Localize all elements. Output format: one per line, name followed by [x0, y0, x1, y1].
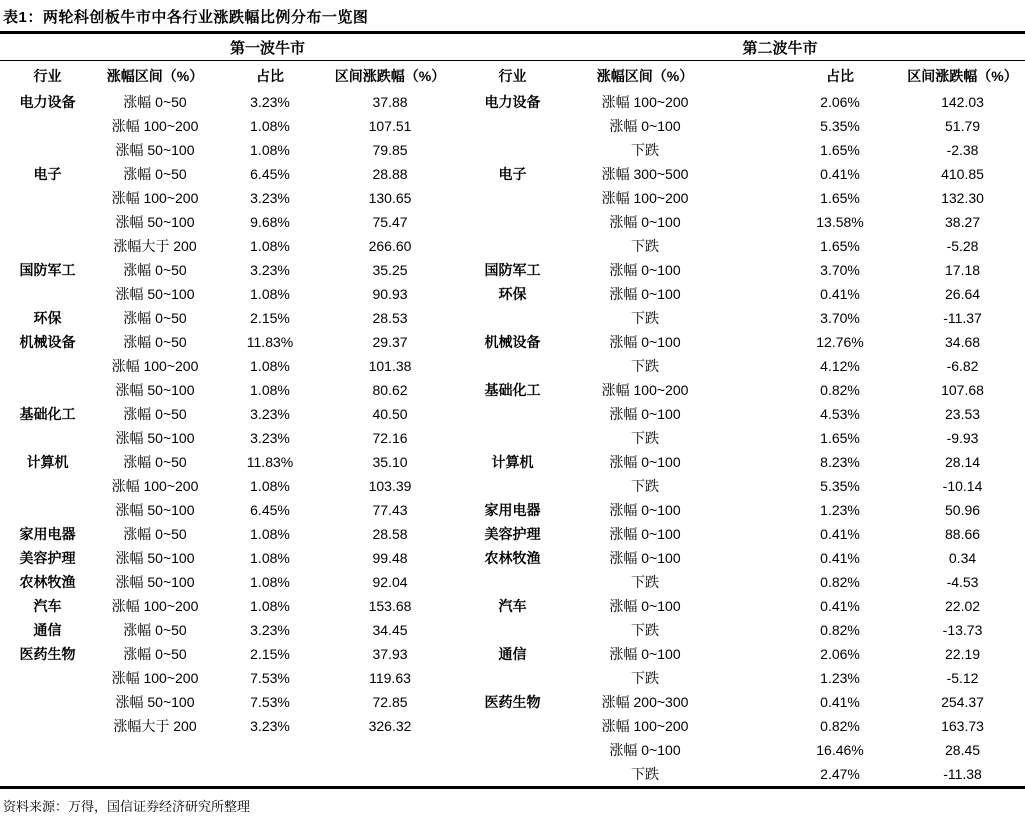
table-cell: 0.41% [820, 526, 860, 542]
table-cell: 1.23% [820, 670, 860, 686]
table-row [0, 546, 1025, 570]
table-cell [0, 426, 95, 450]
table-cell: 下跌 [631, 310, 660, 326]
table-cell: 0.41% [820, 166, 860, 182]
table-row [0, 402, 1025, 426]
table-cell: 涨幅 0~100 [609, 550, 681, 566]
table-title: 表1：两轮科创板牛市中各行业涨跌幅比例分布一览图 [3, 9, 369, 26]
table-cell [0, 474, 95, 498]
table-cell [0, 138, 95, 162]
table-cell: 下跌 [631, 358, 660, 374]
table-cell: 电力设备 [19, 94, 76, 110]
table-cell: 0.82% [820, 574, 860, 590]
table-cell [0, 210, 95, 234]
table-row [0, 258, 1025, 282]
table-cell: 下跌 [631, 766, 660, 782]
table-cell [0, 738, 95, 762]
table-row [0, 186, 1025, 210]
table-row [0, 618, 1025, 642]
table-cell: 26.64 [945, 286, 981, 302]
col-header-range-right: 涨幅区间（%） [596, 67, 694, 84]
col-header-proportion-left: 占比 [256, 67, 284, 84]
table-row [0, 594, 1025, 618]
table-cell [455, 426, 570, 450]
table-cell: -13.73 [942, 622, 983, 638]
table-row [0, 690, 1025, 714]
table-cell: 1.08% [250, 286, 290, 302]
table-cell: 88.66 [945, 526, 981, 542]
table-body [0, 90, 1025, 786]
table-cell: 家用电器 [19, 526, 76, 542]
table-cell: 涨幅大于 200 [113, 238, 197, 254]
table-cell: -2.38 [946, 142, 979, 158]
table-cell: 涨幅 50~100 [115, 382, 195, 398]
col-header-industry-right: 行业 [498, 67, 527, 84]
table-cell: 1.08% [250, 574, 290, 590]
table-cell: 3.23% [250, 94, 290, 110]
table-cell: 涨幅 50~100 [115, 286, 195, 302]
table-cell: 涨幅 100~200 [111, 478, 199, 494]
table-cell: 国防军工 [19, 262, 76, 278]
table-cell: 涨幅 0~100 [609, 454, 681, 470]
col-header-range-left: 涨幅区间（%） [106, 67, 204, 84]
table-cell: 92.04 [372, 574, 408, 590]
table-cell: 涨幅 0~50 [123, 94, 187, 110]
table-row [0, 90, 1025, 114]
table-cell [0, 666, 95, 690]
table-cell: 涨幅 0~50 [123, 262, 187, 278]
table-cell: 涨幅 0~100 [609, 742, 681, 758]
table-cell: 机械设备 [19, 334, 76, 350]
table-cell: -6.82 [946, 358, 979, 374]
table-cell: 23.53 [945, 406, 981, 422]
table-cell: 142.03 [941, 94, 984, 110]
table-cell [215, 762, 325, 786]
table-cell: 0.82% [820, 382, 860, 398]
table-cell: 2.15% [250, 646, 290, 662]
table-cell: 基础化工 [19, 406, 76, 422]
table-cell: 涨幅 50~100 [115, 142, 195, 158]
table-cell: -5.28 [946, 238, 979, 254]
table-cell: 1.08% [250, 238, 290, 254]
table-cell: 1.08% [250, 142, 290, 158]
table-cell: 28.88 [372, 166, 408, 182]
table-cell: 40.50 [372, 406, 408, 422]
source-note: 资料来源：万得，国信证券经济研究所整理 [3, 799, 251, 814]
table-cell [455, 762, 570, 786]
table-cell: 电子 [33, 166, 62, 182]
table-cell: 涨幅 50~100 [115, 430, 195, 446]
table-cell: 涨幅 100~200 [111, 118, 199, 134]
table-cell: 环保 [498, 286, 527, 302]
table-cell: 1.65% [820, 430, 860, 446]
table-row [0, 666, 1025, 690]
table-cell: 90.93 [372, 286, 408, 302]
table-cell: 下跌 [631, 670, 660, 686]
table-cell [455, 354, 570, 378]
table-cell [325, 762, 455, 786]
table-cell: 28.45 [945, 742, 981, 758]
table-cell [0, 378, 95, 402]
table-cell: 汽车 [498, 598, 527, 614]
table-cell: 涨幅 0~50 [123, 526, 187, 542]
table-cell: 通信 [498, 646, 527, 662]
table-cell: 涨幅 100~200 [111, 598, 199, 614]
table-cell: 5.35% [820, 478, 860, 494]
table-cell: -11.37 [943, 310, 982, 326]
table-cell: 涨幅 100~200 [111, 670, 199, 686]
table-cell: 涨幅 200~300 [601, 694, 689, 710]
table-row [0, 330, 1025, 354]
table-cell: 涨幅 0~50 [123, 646, 187, 662]
table-cell: 电子 [498, 166, 527, 182]
table-cell: 涨幅 0~50 [123, 334, 187, 350]
table-cell [455, 114, 570, 138]
table-cell: 3.70% [820, 262, 860, 278]
table-cell: 50.96 [945, 502, 981, 518]
table-cell: 51.79 [945, 118, 981, 134]
table-cell [455, 666, 570, 690]
table-cell [455, 402, 570, 426]
table-cell: 3.23% [250, 262, 290, 278]
table-cell [215, 738, 325, 762]
table-cell: 11.83% [246, 454, 294, 470]
table-cell: 130.65 [368, 190, 412, 206]
table-cell: 1.08% [250, 382, 290, 398]
group-header-first-wave: 第一波牛市 [0, 34, 455, 61]
table-row [0, 762, 1025, 786]
table-cell: 8.23% [820, 454, 860, 470]
col-header-proportion-right: 占比 [826, 67, 855, 84]
table-row [0, 378, 1025, 402]
table-cell: 涨幅 100~200 [601, 718, 689, 734]
table-cell: 农林牧渔 [19, 574, 76, 590]
table-cell: 28.58 [372, 526, 408, 542]
table-cell: 家用电器 [484, 502, 541, 518]
table-cell: 涨幅 0~100 [609, 334, 681, 350]
table-cell: 涨幅 100~200 [601, 382, 689, 398]
table-cell: 涨幅 0~100 [609, 526, 681, 542]
table-cell: 涨幅 0~100 [609, 286, 681, 302]
column-header-row [0, 61, 1025, 91]
table-cell: 涨幅 50~100 [115, 502, 195, 518]
table-cell: 涨幅 100~200 [601, 190, 689, 206]
table-cell: 11.83% [246, 334, 294, 350]
table-cell: 涨幅 100~200 [111, 190, 199, 206]
table-row [0, 570, 1025, 594]
table-cell: 汽车 [33, 598, 62, 614]
table-cell [0, 234, 95, 258]
table-cell: 5.35% [820, 118, 860, 134]
table-cell: 7.53% [250, 694, 290, 710]
table-cell: 1.08% [250, 358, 290, 374]
table-cell: 35.25 [372, 262, 408, 278]
table-cell [455, 138, 570, 162]
table-cell [325, 738, 455, 762]
table-cell [455, 738, 570, 762]
table-cell [455, 474, 570, 498]
table-cell [455, 618, 570, 642]
col-header-change-left: 区间涨跌幅（%） [334, 67, 446, 84]
table-cell: -10.14 [942, 478, 983, 494]
table-cell [0, 690, 95, 714]
table-cell: 1.08% [250, 550, 290, 566]
table-cell: 2.06% [820, 94, 860, 110]
table-cell: 80.62 [372, 382, 408, 398]
table-cell: 涨幅 50~100 [115, 574, 195, 590]
table-cell: 9.68% [250, 214, 290, 230]
table-cell [0, 186, 95, 210]
table-cell: 下跌 [631, 142, 660, 158]
table-cell: 1.08% [250, 118, 290, 134]
table-cell: 79.85 [372, 142, 408, 158]
table-cell: 99.48 [372, 550, 408, 566]
table-cell: 17.18 [945, 262, 981, 278]
table-cell: 下跌 [631, 574, 660, 590]
table-cell [95, 762, 215, 786]
table-cell: 3.23% [250, 430, 290, 446]
table-cell: 下跌 [631, 430, 660, 446]
table-row [0, 474, 1025, 498]
table-cell: 涨幅 100~200 [111, 358, 199, 374]
table-cell: 153.68 [368, 598, 412, 614]
table-cell: 医药生物 [19, 646, 76, 662]
table-cell [0, 762, 95, 786]
table-cell: 3.23% [250, 406, 290, 422]
industry-change-table [0, 34, 1025, 786]
table-cell: 16.46% [816, 742, 864, 758]
table-cell: 28.53 [372, 310, 408, 326]
table-cell: 35.10 [372, 454, 408, 470]
table-cell: 13.58% [816, 214, 864, 230]
table-cell: 0.34 [948, 550, 977, 566]
table-cell: 美容护理 [484, 526, 541, 542]
table-row [0, 162, 1025, 186]
table-cell: 1.08% [250, 478, 290, 494]
table-cell: 涨幅 0~100 [609, 406, 681, 422]
table-cell: 254.37 [941, 694, 984, 710]
group-header-second-wave: 第二波牛市 [455, 34, 1025, 61]
table-cell: 266.60 [368, 238, 412, 254]
table-cell: 34.45 [372, 622, 408, 638]
table-cell: 22.02 [945, 598, 981, 614]
table-cell: 1.65% [820, 190, 860, 206]
table-cell: -4.53 [946, 574, 979, 590]
table-cell: 3.23% [250, 718, 290, 734]
table-row [0, 522, 1025, 546]
col-header-change-right: 区间涨跌幅（%） [907, 67, 1018, 84]
table-cell: 涨幅 100~200 [601, 94, 689, 110]
col-header-industry-left: 行业 [33, 67, 62, 84]
table-row [0, 138, 1025, 162]
table-cell: 涨幅 0~50 [123, 310, 187, 326]
table-cell: 75.47 [372, 214, 408, 230]
table-cell: 医药生物 [484, 694, 541, 710]
table-cell: 72.85 [372, 694, 408, 710]
table-cell: 2.15% [250, 310, 290, 326]
table-row [0, 738, 1025, 762]
table-row [0, 714, 1025, 738]
table-row [0, 306, 1025, 330]
table-cell: 0.82% [820, 622, 860, 638]
table-head [0, 34, 1025, 90]
table-row [0, 210, 1025, 234]
table-cell: 103.39 [368, 478, 412, 494]
table-cell [0, 114, 95, 138]
table-cell: 涨幅 0~100 [609, 262, 681, 278]
table-row [0, 450, 1025, 474]
table-cell: 0.41% [820, 694, 860, 710]
table-cell: 涨幅 0~50 [123, 454, 187, 470]
table-row [0, 642, 1025, 666]
table-cell: 2.47% [820, 766, 860, 782]
table-cell: 美容护理 [19, 550, 76, 566]
table-cell: 1.65% [820, 142, 860, 158]
table-cell: 1.08% [250, 526, 290, 542]
table-cell: 农林牧渔 [484, 550, 541, 566]
table-cell [455, 234, 570, 258]
table-cell [455, 570, 570, 594]
table-cell: 28.14 [945, 454, 981, 470]
table-cell: 涨幅 0~100 [609, 646, 681, 662]
bull-market-group-row [0, 34, 1025, 61]
table-cell: 下跌 [631, 622, 660, 638]
table-cell: 2.06% [820, 646, 860, 662]
table-cell [0, 282, 95, 306]
table-row [0, 498, 1025, 522]
table-cell [455, 306, 570, 330]
table-cell: 4.12% [820, 358, 860, 374]
table-cell [0, 714, 95, 738]
table-cell: 涨幅 300~500 [601, 166, 689, 182]
table-cell: 1.23% [820, 502, 860, 518]
table-cell: 涨幅 50~100 [115, 550, 195, 566]
table-cell: 7.53% [250, 670, 290, 686]
table-cell: 6.45% [250, 502, 290, 518]
table-cell: 77.43 [372, 502, 408, 518]
table-cell: 涨幅 0~50 [123, 406, 187, 422]
table-cell: 0.41% [820, 550, 860, 566]
table-cell: 1.08% [250, 598, 290, 614]
table-cell: 涨幅 0~50 [123, 166, 187, 182]
table-row [0, 354, 1025, 378]
table-cell: 下跌 [631, 478, 660, 494]
table-cell: 12.76% [816, 334, 864, 350]
table-cell [0, 498, 95, 522]
table-cell: 34.68 [945, 334, 981, 350]
table-cell: 涨幅 0~100 [609, 214, 681, 230]
table-cell: 涨幅 0~50 [123, 622, 187, 638]
table-cell: -5.12 [946, 670, 979, 686]
table-cell: 38.27 [945, 214, 981, 230]
table-cell: 22.19 [945, 646, 981, 662]
table-cell: 环保 [33, 310, 62, 326]
table-cell: 涨幅 0~100 [609, 598, 681, 614]
table-cell [455, 210, 570, 234]
table-cell: 0.41% [820, 598, 860, 614]
table-cell: 0.82% [820, 718, 860, 734]
table-cell: 101.38 [368, 358, 412, 374]
table-cell: 通信 [33, 622, 62, 638]
table-cell: 37.93 [372, 646, 408, 662]
table-cell: 0.41% [820, 286, 860, 302]
table-cell: 涨幅 0~100 [609, 118, 681, 134]
table-cell: 计算机 [26, 454, 69, 470]
table-cell: -11.38 [943, 766, 982, 782]
table-row [0, 114, 1025, 138]
table-cell: 107.68 [941, 382, 984, 398]
table-cell: 410.85 [941, 166, 984, 182]
table-cell: 下跌 [631, 238, 660, 254]
table-cell: 3.23% [250, 622, 290, 638]
table-cell: 6.45% [250, 166, 290, 182]
table-cell: 132.30 [941, 190, 984, 206]
table-cell: 1.65% [820, 238, 860, 254]
table-cell [455, 186, 570, 210]
table-cell: 涨幅 50~100 [115, 214, 195, 230]
table-cell: 国防军工 [484, 262, 541, 278]
table-cell [0, 354, 95, 378]
table-cell: 72.16 [372, 430, 408, 446]
table-cell: 基础化工 [484, 382, 541, 398]
table-cell: 涨幅大于 200 [113, 718, 197, 734]
table-cell: 3.70% [820, 310, 860, 326]
table-cell: 计算机 [491, 454, 534, 470]
table-row [0, 234, 1025, 258]
table-cell: 电力设备 [484, 94, 541, 110]
table-cell: 37.88 [372, 94, 408, 110]
table-row [0, 282, 1025, 306]
table-cell [455, 714, 570, 738]
table-cell: 涨幅 50~100 [115, 694, 195, 710]
table-cell: 4.53% [820, 406, 860, 422]
table-cell: 3.23% [250, 190, 290, 206]
table-cell: 163.73 [941, 718, 984, 734]
table-cell: 涨幅 0~100 [609, 502, 681, 518]
table-cell: 29.37 [372, 334, 408, 350]
table-cell: 119.63 [369, 670, 411, 686]
table-cell: -9.93 [946, 430, 979, 446]
table-cell: 机械设备 [484, 334, 541, 350]
table-cell: 326.32 [368, 718, 412, 734]
table-cell [95, 738, 215, 762]
table-cell: 107.51 [368, 118, 412, 134]
table-row [0, 426, 1025, 450]
